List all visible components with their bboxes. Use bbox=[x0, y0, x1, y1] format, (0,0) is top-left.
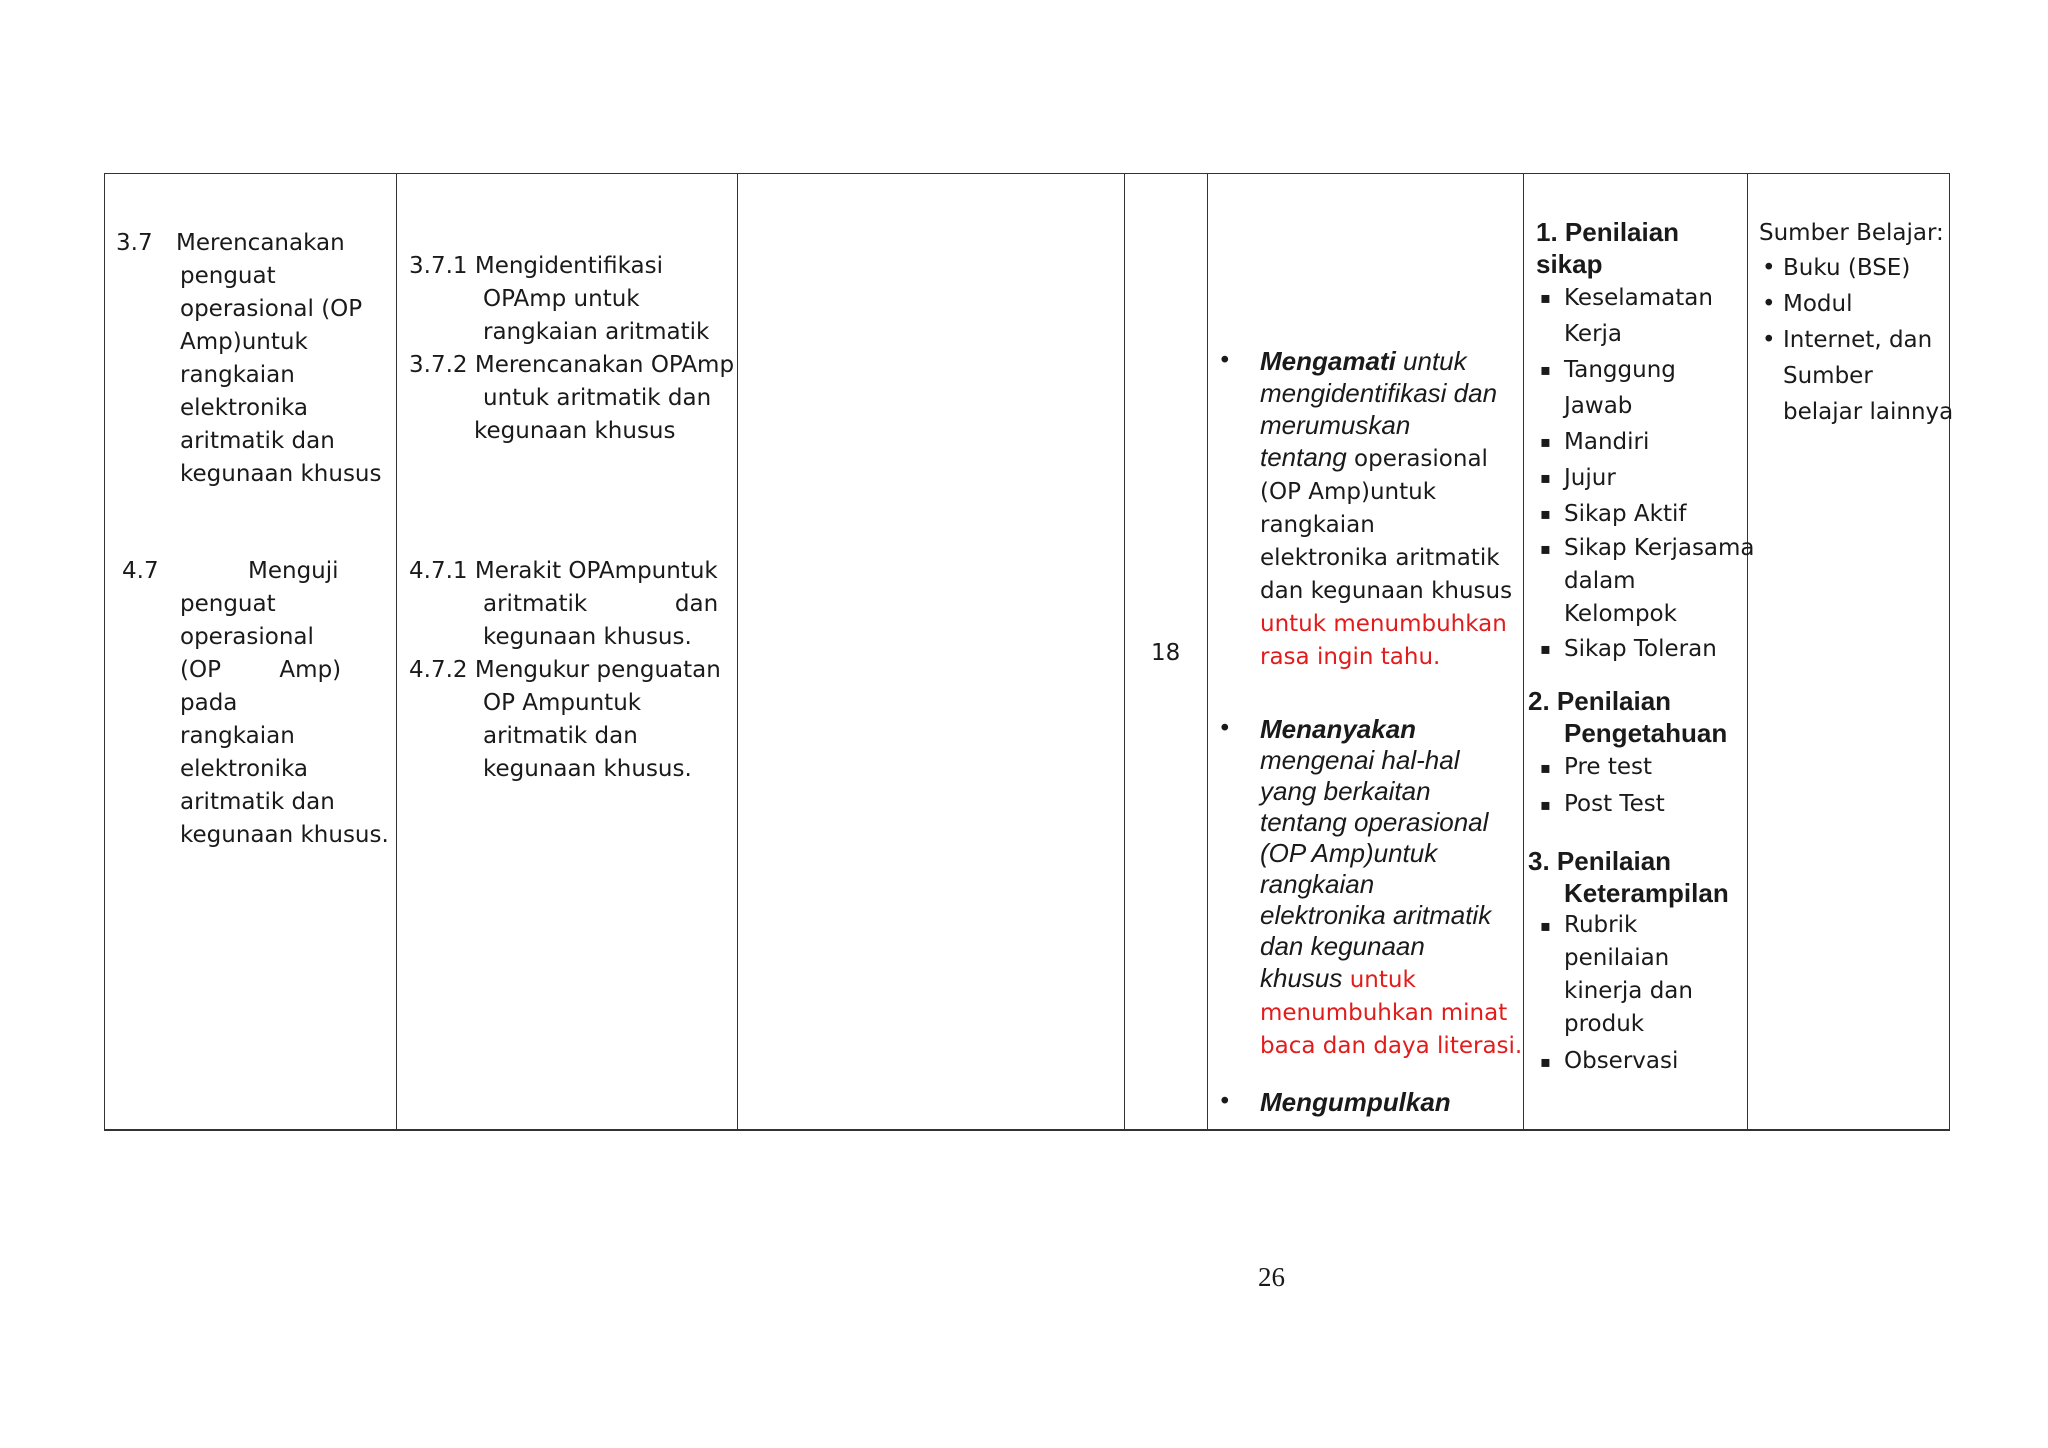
activity-text: mengenai hal-hal bbox=[1260, 745, 1460, 775]
penilaian-heading: Keterampilan bbox=[1564, 878, 1729, 908]
bullet-icon: • bbox=[1218, 716, 1232, 742]
item-text: Sikap Aktif bbox=[1564, 501, 1687, 527]
activity-text: rangkaian bbox=[1260, 512, 1375, 538]
column-divider bbox=[1747, 173, 1748, 1131]
item-text: Rubrik bbox=[1564, 912, 1638, 938]
kd-text: penguat bbox=[180, 591, 276, 617]
kd-3-7 bbox=[116, 227, 391, 491]
sumber-title: Sumber Belajar: bbox=[1759, 220, 1944, 246]
list-item bbox=[1540, 909, 1743, 1041]
activity-text: dan kegunaan khusus bbox=[1260, 578, 1513, 604]
list-item bbox=[1762, 250, 1949, 286]
indikator-text: aritmatik dan bbox=[483, 723, 638, 749]
list-item bbox=[1540, 749, 1743, 786]
kd-text: Menguji bbox=[248, 558, 339, 584]
square-bullet-icon: ▪ bbox=[1540, 639, 1551, 658]
pengetahuan-list bbox=[1528, 749, 1743, 823]
kd-number: 3.7 bbox=[116, 230, 153, 256]
kompetensi-dasar-cell bbox=[116, 227, 391, 852]
square-bullet-icon: ▪ bbox=[1540, 758, 1551, 777]
bullet-icon: • bbox=[1762, 255, 1776, 281]
kd-text: Merencanakan bbox=[176, 230, 345, 256]
item-text: Observasi bbox=[1564, 1048, 1679, 1074]
kd-text: Amp)untuk bbox=[180, 329, 308, 355]
activity-keyword: Mengamati bbox=[1260, 346, 1396, 376]
activity-goal-text: rasa ingin tahu. bbox=[1260, 644, 1441, 670]
bullet-icon: • bbox=[1762, 327, 1776, 353]
activity-text: mengidentifikasi dan bbox=[1260, 378, 1498, 408]
indikator-text: untuk aritmatik dan bbox=[483, 385, 712, 411]
indikator-number: 3.7.1 bbox=[409, 253, 468, 279]
penilaian-heading: 3. Penilaian bbox=[1528, 846, 1672, 876]
indikator-text: OPAmp untuk bbox=[483, 286, 640, 312]
alokasi-waktu: 18 bbox=[1151, 640, 1181, 666]
square-bullet-icon: ▪ bbox=[1540, 504, 1551, 523]
item-text: Internet, dan bbox=[1783, 327, 1933, 353]
indikator-4-7-2 bbox=[409, 654, 731, 786]
indikator-text: Mengidentifikasi bbox=[474, 253, 664, 279]
kd-text: kegunaan khusus bbox=[180, 461, 382, 487]
activity-keyword: Mengumpulkan bbox=[1260, 1087, 1451, 1117]
item-text: Post Test bbox=[1564, 791, 1665, 817]
activity-text: dan kegunaan bbox=[1260, 931, 1425, 961]
kd-number: 4.7 bbox=[122, 558, 159, 584]
activity-text: tentang bbox=[1260, 442, 1347, 472]
activity-text: (OP Amp)untuk bbox=[1260, 838, 1438, 868]
item-text: Buku (BSE) bbox=[1783, 255, 1911, 281]
kd-text: rangkaian bbox=[180, 723, 295, 749]
list-item bbox=[1540, 532, 1755, 631]
column-divider bbox=[396, 173, 397, 1131]
item-text: Sumber bbox=[1783, 363, 1873, 389]
sikap-list bbox=[1528, 280, 1755, 667]
list-item bbox=[1540, 1045, 1743, 1078]
kd-text: kegunaan khusus. bbox=[180, 822, 389, 848]
kd-text: aritmatik dan bbox=[180, 428, 335, 454]
item-text: Jawab bbox=[1564, 393, 1633, 419]
item-text: penilaian bbox=[1564, 945, 1670, 971]
list-item bbox=[1540, 460, 1743, 496]
indikator-cell bbox=[409, 250, 735, 786]
item-text: Modul bbox=[1783, 291, 1853, 317]
item-text: Jujur bbox=[1564, 465, 1616, 491]
indikator-number: 4.7.1 bbox=[409, 558, 468, 584]
kd-text: elektronika bbox=[180, 395, 309, 421]
list-item bbox=[1540, 786, 1743, 823]
item-text: produk bbox=[1564, 1011, 1645, 1037]
square-bullet-icon: ▪ bbox=[1540, 468, 1551, 487]
sumber-list bbox=[1759, 250, 1954, 430]
item-text: Pre test bbox=[1564, 754, 1653, 780]
sumber-belajar-cell bbox=[1759, 216, 1954, 430]
item-text: Keselamatan bbox=[1564, 285, 1713, 311]
kd-text: penguat bbox=[180, 263, 276, 289]
activity-text: merumuskan bbox=[1260, 410, 1411, 440]
kegiatan-menanyakan bbox=[1218, 713, 1523, 1063]
activity-text: elektronika aritmatik bbox=[1260, 900, 1492, 930]
activity-goal-text: untuk bbox=[1342, 967, 1416, 993]
penilaian-heading: 1. Penilaian bbox=[1536, 217, 1680, 247]
item-text: Mandiri bbox=[1564, 429, 1650, 455]
indikator-text: kegunaan khusus. bbox=[483, 756, 692, 782]
activity-text: yang berkaitan bbox=[1260, 776, 1431, 806]
kd-text: elektronika bbox=[180, 756, 309, 782]
activity-text: (OP Amp)untuk bbox=[1260, 479, 1437, 505]
square-bullet-icon: ▪ bbox=[1540, 432, 1551, 451]
square-bullet-icon: ▪ bbox=[1540, 288, 1551, 307]
column-divider bbox=[1207, 173, 1208, 1131]
list-item bbox=[1762, 322, 1954, 430]
indikator-3-7-1 bbox=[409, 250, 731, 349]
activity-text: untuk bbox=[1395, 346, 1467, 376]
square-bullet-icon: ▪ bbox=[1540, 916, 1551, 935]
activity-goal-text: baca dan daya literasi. bbox=[1260, 1033, 1523, 1059]
item-text: Tanggung bbox=[1564, 357, 1676, 383]
penilaian-heading: Pengetahuan bbox=[1564, 718, 1728, 748]
activity-text: tentang operasional bbox=[1260, 807, 1489, 837]
indikator-text: OP Ampuntuk bbox=[483, 690, 642, 716]
indikator-text: Mengukur penguatan bbox=[474, 657, 721, 683]
kd-text: (OP Amp) bbox=[180, 657, 342, 683]
column-divider bbox=[737, 173, 738, 1131]
item-text: belajar lainnya bbox=[1783, 399, 1954, 425]
item-text: Sikap Toleran bbox=[1564, 636, 1717, 662]
kd-4-7 bbox=[116, 555, 391, 852]
list-item bbox=[1540, 424, 1743, 460]
list-item bbox=[1540, 631, 1743, 667]
bullet-icon: • bbox=[1218, 1089, 1232, 1115]
kd-text: rangkaian bbox=[180, 362, 295, 388]
item-text: kinerja dan bbox=[1564, 978, 1693, 1004]
square-bullet-icon: ▪ bbox=[1540, 1052, 1551, 1071]
activity-text: elektronika aritmatik bbox=[1260, 545, 1500, 571]
kegiatan-cell bbox=[1218, 345, 1523, 1118]
indikator-text: rangkaian aritmatik bbox=[483, 319, 710, 345]
square-bullet-icon: ▪ bbox=[1540, 795, 1551, 814]
indikator-text: kegunaan khusus. bbox=[483, 624, 692, 650]
kd-text: aritmatik dan bbox=[180, 789, 335, 815]
activity-text: operasional bbox=[1346, 446, 1488, 472]
square-bullet-icon: ▪ bbox=[1540, 539, 1551, 558]
item-text: dalam bbox=[1564, 568, 1636, 594]
indikator-number: 3.7.2 bbox=[409, 352, 468, 378]
keterampilan-list bbox=[1528, 909, 1743, 1078]
activity-goal-text: untuk menumbuhkan bbox=[1260, 611, 1507, 637]
activity-goal-text: menumbuhkan minat bbox=[1260, 1000, 1508, 1026]
kd-text: operasional bbox=[180, 624, 314, 650]
item-text: Sikap Kerjasama bbox=[1564, 535, 1755, 561]
penilaian-cell bbox=[1528, 216, 1755, 1078]
materi-cell bbox=[740, 180, 1120, 1120]
penilaian-keterampilan bbox=[1528, 845, 1743, 1078]
column-divider bbox=[1523, 173, 1524, 1131]
list-item bbox=[1762, 286, 1949, 322]
item-text: Kelompok bbox=[1564, 601, 1677, 627]
activity-text: khusus bbox=[1260, 963, 1343, 993]
kd-text: operasional (OP bbox=[180, 296, 363, 322]
indikator-text: Merakit OPAmpuntuk bbox=[474, 558, 718, 584]
indikator-4-7-1 bbox=[409, 555, 731, 654]
square-bullet-icon: ▪ bbox=[1540, 360, 1551, 379]
kegiatan-mengumpulkan bbox=[1218, 1086, 1518, 1118]
column-divider bbox=[1124, 173, 1125, 1131]
indikator-text: aritmatik dan bbox=[483, 591, 719, 617]
penilaian-heading: 2. Penilaian bbox=[1528, 686, 1672, 716]
activity-keyword: Menanyakan bbox=[1260, 714, 1417, 744]
indikator-text: Merencanakan OPAmp bbox=[474, 352, 735, 378]
list-item bbox=[1540, 496, 1743, 532]
item-text: Kerja bbox=[1564, 321, 1623, 347]
kd-text: pada bbox=[180, 690, 238, 716]
list-item bbox=[1540, 352, 1743, 424]
kegiatan-mengamati bbox=[1218, 345, 1518, 674]
indikator-3-7-2 bbox=[409, 349, 735, 448]
penilaian-heading: sikap bbox=[1536, 249, 1603, 279]
page-number: 26 bbox=[1258, 1262, 1285, 1292]
penilaian-pengetahuan bbox=[1528, 685, 1743, 823]
bullet-icon: • bbox=[1218, 348, 1232, 374]
list-item bbox=[1540, 280, 1743, 352]
bullet-icon: • bbox=[1762, 291, 1776, 317]
indikator-number: 4.7.2 bbox=[409, 657, 468, 683]
activity-text: rangkaian bbox=[1260, 869, 1375, 899]
indikator-text: kegunaan khusus bbox=[474, 418, 676, 444]
